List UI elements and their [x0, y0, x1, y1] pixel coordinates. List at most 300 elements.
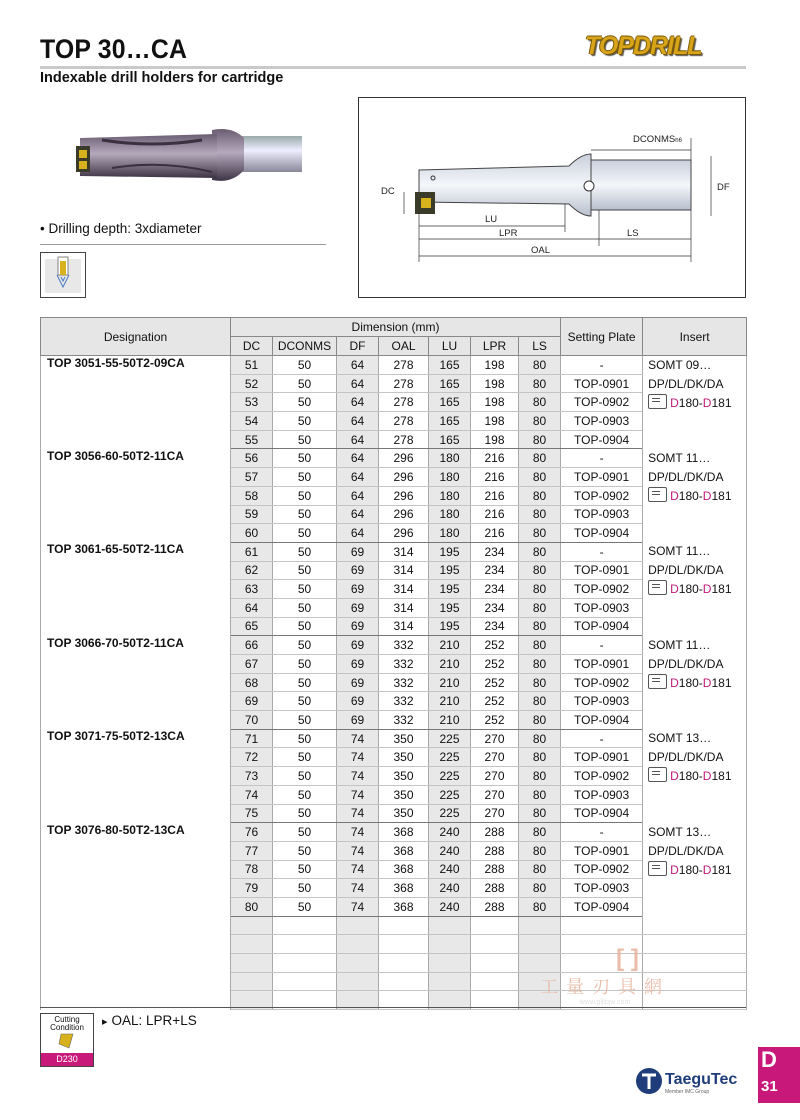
dimension-cell: 79: [231, 879, 273, 898]
dimension-cell: 69: [337, 580, 379, 599]
dimension-cell: 270: [471, 785, 519, 804]
catalog-book-icon: [648, 767, 667, 782]
setting-plate-cell: TOP-0902: [561, 486, 643, 505]
dimension-cell: 80: [519, 804, 561, 823]
dimension-cell: 80: [519, 580, 561, 599]
dim-label-lpr: LPR: [499, 228, 518, 239]
dimension-cell: 210: [429, 673, 471, 692]
page-subtitle: Indexable drill holders for cartridge: [40, 70, 284, 86]
dimension-cell: 50: [273, 356, 337, 375]
drill-holder-photo: [72, 128, 312, 190]
dimension-cell: 50: [273, 412, 337, 431]
header-lu: LU: [429, 337, 471, 356]
page-ref-start: D180: [670, 396, 699, 410]
page-title: TOP 30…CA: [40, 34, 188, 64]
setting-plate-cell: TOP-0904: [561, 524, 643, 543]
page-ref-end: D181: [702, 396, 732, 410]
dimension-cell: 50: [273, 505, 337, 524]
insert-variants: DP/DL/DK/DA: [648, 469, 724, 484]
setting-plate-cell: TOP-0903: [561, 692, 643, 711]
header-df: DF: [337, 337, 379, 356]
dim-label-oal: OAL: [531, 245, 551, 256]
dimension-cell: 80: [519, 767, 561, 786]
dimension-cell: 69: [337, 711, 379, 730]
dimension-cell: 80: [519, 692, 561, 711]
insert-name: SOMT 13…: [648, 731, 712, 746]
dimension-cell: 80: [519, 412, 561, 431]
setting-plate-cell: TOP-0901: [561, 748, 643, 767]
dimension-cell: 50: [273, 393, 337, 412]
setting-plate-cell: TOP-0903: [561, 879, 643, 898]
dimension-cell: 74: [337, 729, 379, 748]
dimension-cell: 198: [471, 393, 519, 412]
dimension-cell: 165: [429, 412, 471, 431]
dimension-cell: 50: [273, 692, 337, 711]
dimension-cell: 50: [273, 804, 337, 823]
insert-variants: DP/DL/DK/DA: [648, 656, 724, 671]
table-row: [41, 542, 747, 561]
dimension-cell: 69: [337, 542, 379, 561]
dimension-cell: 314: [379, 617, 429, 636]
dimension-cell: 210: [429, 692, 471, 711]
header-dimension: Dimension (mm): [231, 318, 561, 337]
dimension-cell: 57: [231, 468, 273, 487]
designation-cell: TOP 3071-75-50T2-13CA: [41, 729, 231, 822]
setting-plate-cell: TOP-0901: [561, 561, 643, 580]
dimension-cell: 80: [519, 823, 561, 842]
insert-name: SOMT 11…: [648, 450, 711, 465]
insert-page-ref[interactable]: D180-D181: [648, 674, 746, 693]
insert-cell: [643, 823, 747, 916]
dimension-cell: 80: [519, 374, 561, 393]
dimension-cell: 68: [231, 673, 273, 692]
dimension-cell: 332: [379, 655, 429, 674]
catalog-book-icon: [648, 394, 667, 409]
dimension-cell: 71: [231, 729, 273, 748]
insert-name: SOMT 11…: [648, 544, 711, 559]
dimension-cell: 368: [379, 841, 429, 860]
dimension-cell: 64: [337, 486, 379, 505]
setting-plate-cell: TOP-0901: [561, 841, 643, 860]
dimension-cell: 80: [519, 542, 561, 561]
insert-page-ref[interactable]: D180-D181: [648, 767, 746, 786]
dimension-cell: 50: [273, 617, 337, 636]
dimension-cell: 270: [471, 767, 519, 786]
dimension-cell: 332: [379, 673, 429, 692]
cutting-condition-label-2: Condition: [50, 1023, 84, 1032]
insert-page-ref[interactable]: D180-D181: [648, 861, 746, 880]
dimension-cell: 69: [337, 692, 379, 711]
dimension-cell: 180: [429, 449, 471, 468]
dimension-cell: 62: [231, 561, 273, 580]
dimension-cell: 350: [379, 785, 429, 804]
page-ref-end: D181: [702, 488, 732, 503]
dimension-cell: 165: [429, 393, 471, 412]
dimension-cell: 80: [519, 897, 561, 916]
brand-subtitle: Member IMC Group: [665, 1089, 710, 1095]
dimension-cell: 80: [519, 393, 561, 412]
dimension-cell: 69: [337, 617, 379, 636]
dimension-cell: 52: [231, 374, 273, 393]
header-setting-plate: Setting Plate: [561, 318, 643, 356]
setting-plate-cell: -: [561, 823, 643, 842]
dimension-cell: 64: [231, 598, 273, 617]
insert-page-ref[interactable]: D180-D181: [648, 580, 746, 599]
insert-variants: DP/DL/DK/DA: [648, 843, 724, 858]
dimension-cell: 50: [273, 374, 337, 393]
dimension-cell: 368: [379, 823, 429, 842]
header-lpr: LPR: [471, 337, 519, 356]
dimension-cell: 210: [429, 655, 471, 674]
setting-plate-cell: TOP-0901: [561, 374, 643, 393]
dimension-cell: 332: [379, 711, 429, 730]
page-ref-start: D180: [670, 582, 699, 597]
dimension-cell: 69: [337, 673, 379, 692]
insert-cell: [643, 729, 747, 822]
dimension-cell: 80: [519, 505, 561, 524]
dim-label-dc: DC: [381, 186, 395, 197]
dimension-cell: 216: [471, 486, 519, 505]
insert-name: SOMT 11…: [648, 637, 711, 652]
setting-plate-cell: TOP-0902: [561, 767, 643, 786]
dimension-cell: 225: [429, 767, 471, 786]
dimension-cell: 64: [337, 374, 379, 393]
header-oal: OAL: [379, 337, 429, 356]
dimension-cell: 288: [471, 823, 519, 842]
dimension-cell: 198: [471, 356, 519, 375]
dimension-cell: 180: [429, 524, 471, 543]
dimension-cell: 80: [519, 748, 561, 767]
dimension-cell: 234: [471, 598, 519, 617]
dimension-cell: 64: [337, 356, 379, 375]
dimension-cell: 80: [519, 356, 561, 375]
dimension-cell: 165: [429, 356, 471, 375]
dimension-cell: 64: [337, 468, 379, 487]
dimension-cell: 50: [273, 841, 337, 860]
dimension-cell: 80: [231, 897, 273, 916]
dimension-cell: 225: [429, 785, 471, 804]
dimension-cell: 74: [337, 897, 379, 916]
dimension-cell: 61: [231, 542, 273, 561]
dimension-cell: 50: [273, 524, 337, 543]
dimension-cell: 288: [471, 841, 519, 860]
dimension-cell: 234: [471, 617, 519, 636]
dimension-cell: 50: [273, 785, 337, 804]
dimension-cell: 234: [471, 542, 519, 561]
setting-plate-cell: TOP-0901: [561, 655, 643, 674]
brand-name: TaeguTec: [665, 1071, 738, 1088]
dimension-cell: 278: [379, 393, 429, 412]
setting-plate-cell: TOP-0904: [561, 897, 643, 916]
taegutec-logo-icon: [636, 1068, 662, 1094]
setting-plate-cell: TOP-0904: [561, 711, 643, 730]
dimension-cell: 350: [379, 748, 429, 767]
page-number: 31: [761, 1078, 778, 1095]
dimension-cell: 50: [273, 486, 337, 505]
header-ls: LS: [519, 337, 561, 356]
dimension-cell: 50: [273, 542, 337, 561]
dimension-cell: 80: [519, 655, 561, 674]
dimension-cell: 80: [519, 711, 561, 730]
setting-plate-cell: -: [561, 636, 643, 655]
dimension-cell: 165: [429, 374, 471, 393]
dimension-cell: 314: [379, 542, 429, 561]
dimension-cell: 252: [471, 692, 519, 711]
dimension-cell: 69: [337, 561, 379, 580]
dimension-cell: 296: [379, 486, 429, 505]
insert-cell: [643, 542, 747, 635]
setting-plate-cell: TOP-0904: [561, 617, 643, 636]
setting-plate-cell: TOP-0904: [561, 430, 643, 449]
setting-plate-cell: TOP-0902: [561, 673, 643, 692]
dimension-cell: 368: [379, 860, 429, 879]
dimension-cell: 50: [273, 879, 337, 898]
dimension-cell: 64: [337, 524, 379, 543]
dimension-diagram: [358, 97, 746, 298]
table-bottom-rule: [40, 1007, 746, 1008]
dimension-cell: 50: [273, 897, 337, 916]
page-ref-end: D181: [702, 582, 732, 597]
dimension-cell: 234: [471, 580, 519, 599]
dimension-cell: 74: [337, 748, 379, 767]
dimension-cell: 74: [337, 860, 379, 879]
dimension-cell: 252: [471, 636, 519, 655]
dimension-cell: 53: [231, 393, 273, 412]
insert-name: SOMT 09…: [648, 358, 712, 372]
dimension-cell: 252: [471, 655, 519, 674]
cutting-condition-icon[interactable]: [40, 1013, 94, 1067]
dimension-cell: 240: [429, 823, 471, 842]
page-ref-start: D180: [670, 862, 699, 877]
dimension-cell: 165: [429, 430, 471, 449]
insert-cell: [643, 636, 747, 729]
table-row: [41, 449, 747, 468]
setting-plate-cell: -: [561, 449, 643, 468]
dimension-cell: 72: [231, 748, 273, 767]
dimension-cell: 50: [273, 598, 337, 617]
dimension-cell: 74: [337, 804, 379, 823]
dimension-cell: 50: [273, 860, 337, 879]
dimension-cell: 270: [471, 748, 519, 767]
dimension-cell: 296: [379, 524, 429, 543]
dimension-cell: 240: [429, 860, 471, 879]
empty-row: [41, 916, 747, 935]
dimension-cell: 80: [519, 729, 561, 748]
dimension-cell: 210: [429, 711, 471, 730]
dimension-cell: 67: [231, 655, 273, 674]
insert-variants: DP/DL/DK/DA: [648, 750, 724, 765]
designation-cell: TOP 3076-80-50T2-13CA: [41, 823, 231, 916]
dimension-cell: 55: [231, 430, 273, 449]
dim-label-df: DF: [717, 182, 730, 193]
drilling-depth-icon: [40, 252, 86, 298]
dimension-cell: 278: [379, 412, 429, 431]
table-row: [41, 636, 747, 655]
dimension-cell: 270: [471, 729, 519, 748]
dimension-cell: 50: [273, 636, 337, 655]
dimension-cell: 64: [337, 393, 379, 412]
dimension-cell: 80: [519, 860, 561, 879]
table-row: [41, 356, 747, 375]
dimension-cell: 80: [519, 636, 561, 655]
dimension-cell: 252: [471, 711, 519, 730]
insert-cell: [643, 449, 747, 542]
dimension-cell: 216: [471, 524, 519, 543]
dimension-cell: 50: [273, 748, 337, 767]
dimension-cell: 66: [231, 636, 273, 655]
catalog-book-icon: [648, 487, 667, 502]
catalog-book-icon: [648, 861, 667, 876]
setting-plate-cell: -: [561, 356, 643, 375]
title-divider: [40, 66, 746, 69]
dimension-cell: 240: [429, 879, 471, 898]
dimension-cell: 180: [429, 505, 471, 524]
dimension-cell: 50: [273, 673, 337, 692]
dimension-cell: 368: [379, 879, 429, 898]
setting-plate-cell: TOP-0903: [561, 785, 643, 804]
dimension-cell: 80: [519, 841, 561, 860]
page-ref-end: D181: [702, 862, 732, 877]
dimension-cell: 225: [429, 729, 471, 748]
insert-cell: [643, 356, 747, 449]
oal-formula-note: ▸ OAL: LPR+LS: [102, 1013, 197, 1028]
header-designation: Designation: [41, 318, 231, 356]
dimension-cell: 314: [379, 598, 429, 617]
designation-cell: TOP 3066-70-50T2-11CA: [41, 636, 231, 729]
designation-cell: TOP 3051-55-50T2-09CA: [41, 356, 231, 449]
dimension-cell: 314: [379, 580, 429, 599]
dimension-cell: 80: [519, 561, 561, 580]
setting-plate-cell: TOP-0902: [561, 393, 643, 412]
insert-page-ref[interactable]: D180-D181: [648, 394, 746, 413]
dimension-cell: 50: [273, 823, 337, 842]
dimension-cell: 69: [337, 598, 379, 617]
setting-plate-cell: TOP-0902: [561, 580, 643, 599]
section-letter: D: [761, 1047, 777, 1072]
table-row: [41, 729, 747, 748]
setting-plate-cell: -: [561, 542, 643, 561]
dimension-cell: 74: [337, 785, 379, 804]
dim-label-ls: LS: [627, 228, 639, 239]
dimension-cell: 332: [379, 636, 429, 655]
dimension-cell: 63: [231, 580, 273, 599]
header-dc: DC: [231, 337, 273, 356]
dimension-cell: 51: [231, 356, 273, 375]
designation-cell: TOP 3061-65-50T2-11CA: [41, 542, 231, 635]
dimension-cell: 225: [429, 748, 471, 767]
dimension-cell: 296: [379, 505, 429, 524]
dimension-cell: 234: [471, 561, 519, 580]
dimension-cell: 332: [379, 692, 429, 711]
dimension-cell: 195: [429, 561, 471, 580]
dimension-cell: 198: [471, 412, 519, 431]
dimension-cell: 58: [231, 486, 273, 505]
dimension-cell: 350: [379, 767, 429, 786]
setting-plate-cell: TOP-0903: [561, 505, 643, 524]
dimension-cell: 50: [273, 561, 337, 580]
dimension-cell: 64: [337, 430, 379, 449]
page-ref-start: D180: [670, 675, 699, 690]
dimension-cell: 278: [379, 374, 429, 393]
insert-variants: DP/DL/DK/DA: [648, 377, 724, 391]
dimension-cell: 64: [337, 449, 379, 468]
dimension-cell: 314: [379, 561, 429, 580]
dimension-cell: 69: [337, 636, 379, 655]
dimension-cell: 80: [519, 785, 561, 804]
topdrill-logo: TOPDRILL: [585, 32, 702, 60]
dimension-cell: 50: [273, 655, 337, 674]
section-tab[interactable]: [758, 1047, 800, 1103]
dimension-cell: 74: [231, 785, 273, 804]
dimension-cell: 210: [429, 636, 471, 655]
dim-label-dconms: DCONMSh6: [633, 134, 682, 145]
page-ref-start: D180: [670, 769, 699, 784]
dimension-cell: 195: [429, 617, 471, 636]
dimension-cell: 368: [379, 897, 429, 916]
dimension-cell: 288: [471, 879, 519, 898]
dimension-cell: 80: [519, 673, 561, 692]
dimension-cell: 76: [231, 823, 273, 842]
dimension-cell: 288: [471, 860, 519, 879]
cutting-condition-label-1: Cutting: [54, 1015, 80, 1024]
dimension-cell: 195: [429, 542, 471, 561]
dimension-cell: 60: [231, 524, 273, 543]
dimension-cell: 240: [429, 841, 471, 860]
setting-plate-cell: TOP-0904: [561, 804, 643, 823]
dimension-cell: 80: [519, 449, 561, 468]
dimension-cell: 216: [471, 468, 519, 487]
dimension-cell: 70: [231, 711, 273, 730]
dimension-cell: 73: [231, 767, 273, 786]
dimension-cell: 350: [379, 804, 429, 823]
dimension-cell: 350: [379, 729, 429, 748]
cutting-condition-page-ref: D230: [41, 1053, 93, 1066]
dimension-cell: 198: [471, 430, 519, 449]
dimension-cell: 278: [379, 430, 429, 449]
dimension-cell: 296: [379, 449, 429, 468]
dimension-cell: 270: [471, 804, 519, 823]
setting-plate-cell: -: [561, 729, 643, 748]
dimension-cell: 78: [231, 860, 273, 879]
dimension-cell: 50: [273, 468, 337, 487]
dimension-cell: 296: [379, 468, 429, 487]
dimension-cell: 180: [429, 486, 471, 505]
dimension-cell: 80: [519, 524, 561, 543]
dimension-cell: 69: [337, 655, 379, 674]
dimension-cell: 80: [519, 879, 561, 898]
dimension-cell: 74: [337, 823, 379, 842]
dimension-cell: 80: [519, 486, 561, 505]
dimension-cell: 50: [273, 580, 337, 599]
dimension-cell: 80: [519, 468, 561, 487]
dimension-cell: 252: [471, 673, 519, 692]
page-ref-end: D181: [702, 769, 732, 784]
dimension-cell: 69: [231, 692, 273, 711]
dimension-cell: 50: [273, 767, 337, 786]
dimension-cell: 216: [471, 505, 519, 524]
spec-table: [40, 317, 747, 1010]
watermark: [ ] 工量刃具網 www.gljlpjw.com: [540, 945, 670, 1006]
spec-table-body: [41, 356, 747, 1010]
insert-name: SOMT 13…: [648, 824, 712, 839]
dimension-cell: 80: [519, 430, 561, 449]
setting-plate-cell: TOP-0903: [561, 598, 643, 617]
dimension-cell: 59: [231, 505, 273, 524]
dimension-cell: 64: [337, 505, 379, 524]
insert-page-ref[interactable]: D180-D181: [648, 487, 746, 506]
dimension-cell: 75: [231, 804, 273, 823]
dimension-cell: 54: [231, 412, 273, 431]
